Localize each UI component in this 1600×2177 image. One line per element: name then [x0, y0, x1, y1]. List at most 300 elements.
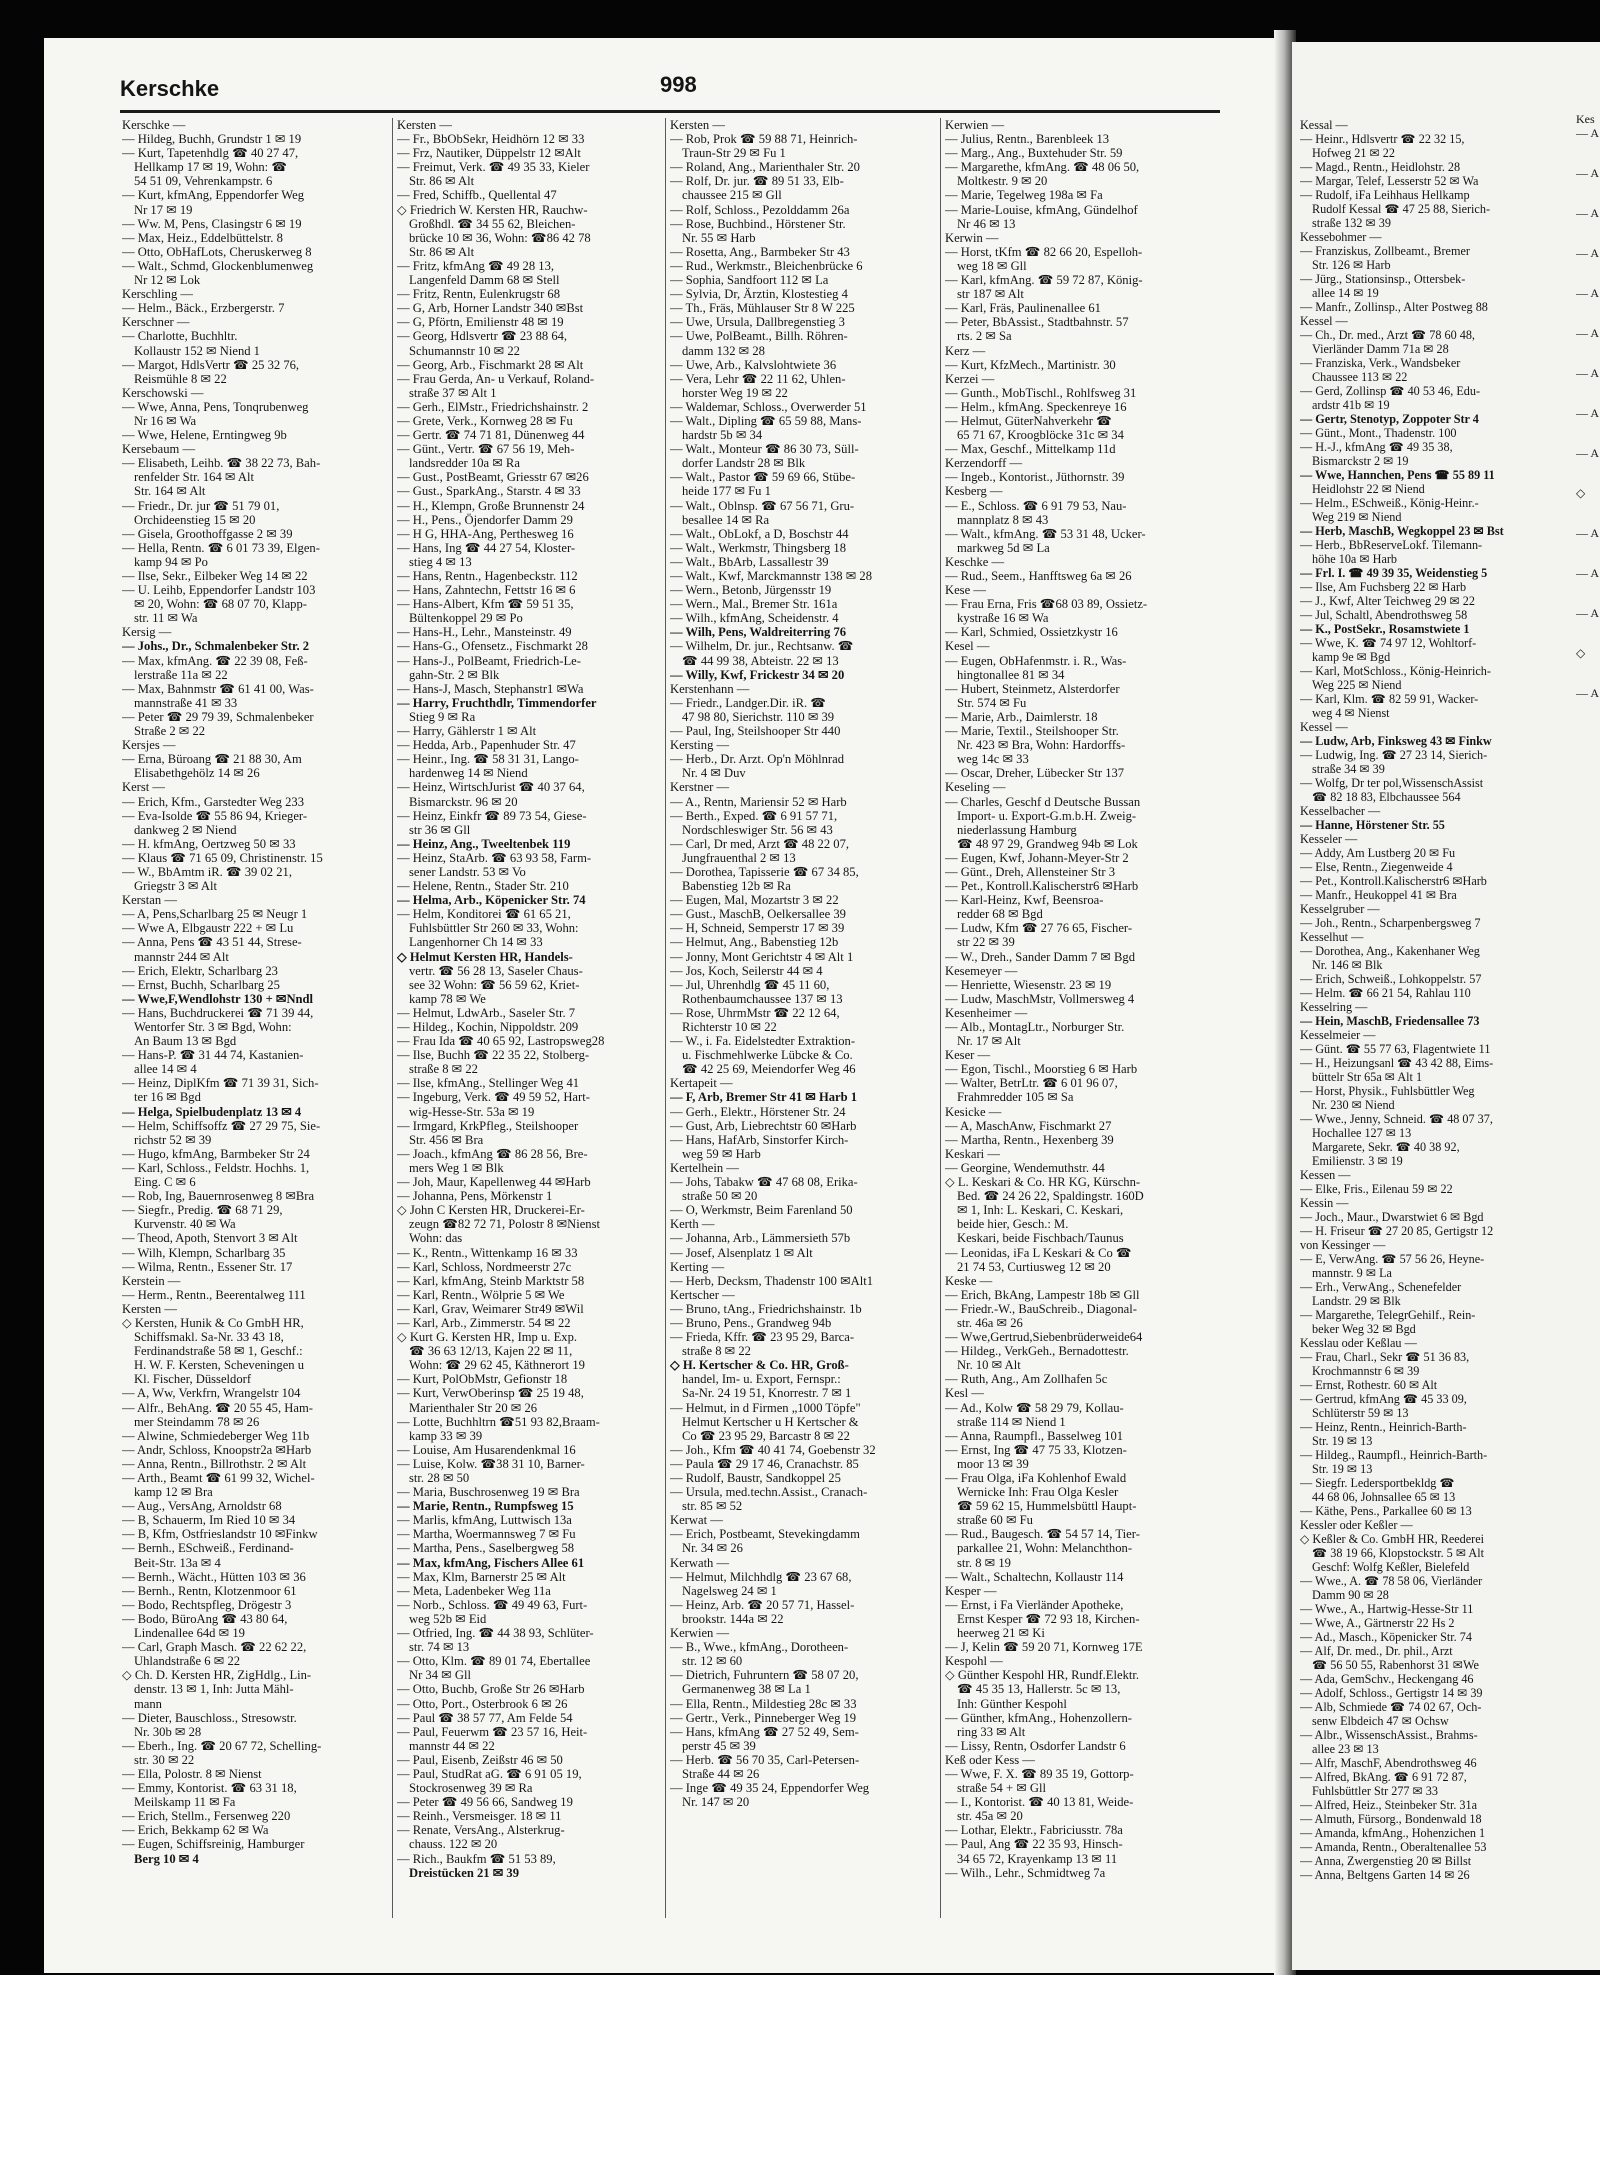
directory-entry: — Alfr, MaschF, Abendrothsweg 46 [1300, 1756, 1477, 1770]
directory-entry: Berg 10 ✉ 4 [134, 1851, 199, 1866]
directory-entry: Kespohl — [945, 1654, 1003, 1669]
directory-entry: Keseling — [945, 780, 1006, 795]
directory-entry: — Wwe, K. ☎ 74 97 12, Wohltorf- [1300, 636, 1477, 650]
directory-entry: senw Elbdeich 47 ✉ Ochsw [1312, 1714, 1449, 1728]
directory-entry: straße 132 ✉ 39 [1312, 216, 1391, 230]
directory-entry: str. 74 ✉ 13 [409, 1640, 470, 1655]
directory-entry: Hofweg 21 ✉ 22 [1312, 146, 1395, 160]
directory-entry: Elisabethgehölz 14 ✉ 26 [134, 766, 260, 781]
directory-entry: — Paula ☎ 29 17 46, Cranachstr. 85 [670, 1456, 859, 1471]
directory-entry: str 22 ✉ 39 [957, 935, 1015, 950]
directory-entry: wig-Hesse-Str. 53a ✉ 19 [409, 1104, 535, 1119]
directory-entry: denstr. 13 ✉ 1, Inh: Jutta Mähl- [134, 1682, 294, 1697]
directory-entry: Bültenkoppel 29 ✉ Po [409, 611, 523, 626]
directory-entry: ☎ 36 63 12/13, Kajen 22 ✉ 11, [409, 1344, 573, 1359]
directory-entry: — Bruno, tAng., Friedrichshainstr. 1b [670, 1301, 862, 1316]
directory-entry: — H.-J., kfmAng ☎ 49 35 38, [1300, 440, 1453, 454]
directory-entry: — Heinr., Ing. ☎ 58 31 31, Lango- [397, 752, 579, 767]
directory-entry: — Anna, Rentn., Billrothstr. 2 ✉ Alt [122, 1456, 307, 1471]
directory-entry: Ernst Kesper ☎ 72 93 18, Kirchen- [957, 1611, 1140, 1626]
directory-entry: — A., Rentn, Mariensir 52 ✉ Harb [670, 794, 847, 809]
directory-entry: — Frieda, Kffr. ☎ 23 95 29, Barca- [670, 1330, 855, 1345]
directory-entry: — Gertrud, kfmAng ☎ 45 33 09, [1300, 1392, 1467, 1406]
directory-entry: — Herb., BbReserveLokf. Tilemann- [1300, 538, 1483, 552]
directory-entry: — Frau Gerda, An- u Verkauf, Roland- [397, 371, 595, 386]
directory-entry: gahn-Str. 2 ✉ Blk [409, 667, 500, 682]
directory-entry: — Alfr., BehAng. ☎ 20 55 45, Ham- [122, 1400, 313, 1415]
directory-entry: — U. Leihb, Eppendorfer Landstr 103 [122, 583, 316, 598]
directory-entry: markweg 5d ✉ La [957, 540, 1050, 555]
directory-entry: Str. 86 ✉ Alt [409, 174, 475, 189]
directory-entry: Kesper — [945, 1583, 997, 1598]
directory-entry: — Gerh., ElMstr., Friedrichshainstr. 2 [397, 399, 589, 414]
directory-entry: — Gust, Arb, Liebrechtstr 60 ✉Harb [670, 1118, 857, 1133]
directory-entry: Kesseler — [1300, 832, 1358, 846]
directory-entry: Kesemeyer — [945, 963, 1018, 978]
directory-entry: Keskari — [945, 1146, 1000, 1161]
directory-entry: — Wilh., kfmAng, Scheidenstr. 4 [670, 611, 839, 626]
directory-entry: — Fred, Schiffb., Quellental 47 [397, 188, 557, 203]
directory-entry: — Joh., Kfm ☎ 40 41 74, Goebenstr 32 [670, 1442, 876, 1457]
directory-entry: Kesl — [945, 1386, 984, 1401]
directory-entry: — Maria, Buschrosenweg 19 ✉ Bra [397, 1485, 580, 1500]
directory-entry: — Ingeb., Kontorist., Jüthornstr. 39 [945, 470, 1125, 485]
directory-entry: — Max, Geschf., Mittelkamp 11d [945, 442, 1116, 457]
directory-entry: — Herb, Decksm, Thadenstr 100 ✉Alt1 [670, 1273, 874, 1288]
directory-entry: — Anna, Zwergenstieg 20 ✉ Billst [1300, 1854, 1472, 1868]
directory-entry: — Hubert, Steinmetz, Alsterdorfer [945, 681, 1120, 696]
directory-entry: — Rob, Ing, Bauernrosenweg 8 ✉Bra [122, 1189, 315, 1204]
directory-entry: Nagelsweg 24 ✉ 1 [682, 1583, 777, 1598]
directory-entry: — E., Schloss. ☎ 6 91 79 53, Nau- [945, 498, 1127, 513]
directory-entry: Kersting — [670, 738, 730, 753]
directory-entry: — Otto, ObHafLots, Cheruskerweg 8 [122, 244, 312, 259]
directory-entry: — Erich, Postbeamt, Stevekingdamm [670, 1527, 860, 1542]
directory-entry: kamp 33 ✉ 39 [409, 1428, 483, 1443]
directory-entry: 21 74 53, Curtiusweg 12 ✉ 20 [957, 1259, 1111, 1274]
directory-entry: Keß oder Kess — [945, 1752, 1035, 1767]
directory-entry: kamp 94 ✉ Po [134, 554, 208, 569]
directory-entry: — Alf, Dr. med., Dr. phil., Arzt [1300, 1644, 1453, 1658]
directory-entry: — Helm., Bäck., Erzbergerstr. 7 [122, 301, 285, 316]
directory-entry: — Heinz, Arb. ☎ 20 57 71, Hassel- [670, 1597, 855, 1612]
edge-fragment: — A [1576, 526, 1600, 540]
directory-entry: Keske — [945, 1273, 993, 1288]
directory-entry: Frahmredder 105 ✉ Sa [957, 1090, 1074, 1105]
directory-entry: kystraße 16 ✉ Wa [957, 611, 1049, 626]
directory-entry: — Alfred, Heiz., Steinbeker Str. 31a [1300, 1798, 1478, 1812]
directory-entry: — Max, Heiz., Eddelbüttelstr. 8 [122, 230, 283, 245]
directory-entry: — Max, Bahnmstr ☎ 61 41 00, Was- [122, 681, 314, 696]
directory-entry: — Walt., Schaltechn, Kollaustr 114 [945, 1569, 1124, 1584]
directory-entry: — Dorothea, Ang., Kakenhaner Weg [1300, 944, 1480, 958]
directory-entry: renfelder Str. 164 ✉ Alt [134, 470, 255, 485]
directory-entry: — Sylvia, Dr, Ärztin, Klostestieg 4 [670, 287, 848, 302]
directory-entry: heide 177 ✉ Fu 1 [682, 484, 771, 499]
directory-entry: — Anna, Pens ☎ 43 51 44, Strese- [122, 935, 302, 950]
directory-entry: — Wwe, Helene, Erntingweg 9b [122, 428, 287, 443]
directory-entry: — Hildeg, Buchh, Grundstr 1 ✉ 19 [122, 132, 302, 147]
directory-entry: — Horst, tKfm ☎ 82 66 20, Espelloh- [945, 244, 1143, 259]
directory-entry: Eing. C ✉ 6 [134, 1175, 196, 1190]
directory-entry: dorfer Landstr 28 ✉ Blk [682, 456, 806, 471]
right-edge-fragments [1576, 112, 1600, 726]
directory-entry: — Heinz, WirtschJurist ☎ 40 37 64, [397, 780, 585, 795]
directory-entry: str 36 ✉ Gll [409, 822, 471, 837]
directory-entry: — I., Kontorist. ☎ 40 13 81, Weide- [945, 1795, 1134, 1810]
directory-entry: dankweg 2 ✉ Niend [134, 822, 237, 837]
directory-entry: Fuhlsbüttler Str 277 ✉ 33 [1312, 1784, 1438, 1798]
directory-entry: ◇ Kersten, Hunik & Co GmbH HR, [122, 1315, 304, 1330]
directory-entry: — Karl, Fräs, Paulinenallee 61 [945, 301, 1101, 316]
directory-entry: Kesel — [945, 639, 990, 654]
directory-entry: — Georg, Arb., Fischmarkt 28 ✉ Alt [397, 357, 584, 372]
directory-entry: Nr. 30b ✉ 28 [134, 1724, 202, 1739]
directory-entry: Margarete, Sekr. ☎ 40 38 92, [1312, 1140, 1460, 1154]
directory-entry: Kesberg — [945, 484, 1003, 499]
directory-entry: str 187 ✉ Alt [957, 287, 1024, 302]
directory-entry: Kesselring — [1300, 1000, 1368, 1014]
directory-entry: — Wwe., A. ☎ 78 58 06, Vierländer [1300, 1574, 1483, 1588]
directory-entry: brücke 10 ✉ 36, Wohn: ☎86 42 78 [409, 230, 591, 245]
directory-entry: — E, VerwAng. ☎ 57 56 26, Heyne- [1300, 1252, 1485, 1266]
directory-entry: — Karl, Schloss., Feldstr. Hochhs. 1, [122, 1160, 310, 1175]
directory-entry: — Joh., Rentn., Scharpenbergsweg 7 [1300, 916, 1481, 930]
directory-entry: — Gertr, Stenotyp, Zoppoter Str 4 [1300, 412, 1479, 426]
directory-entry: str. 12 ✉ 60 [682, 1654, 743, 1669]
directory-entry: — Johs., Dr., Schmalenbeker Str. 2 [122, 639, 310, 654]
directory-entry: Kesicke — [945, 1104, 1002, 1119]
directory-entry: — F, Arb, Bremer Str 41 ✉ Harb 1 [670, 1090, 858, 1105]
directory-column-1 [122, 118, 377, 1866]
directory-entry: — Otto, Buchb, Große Str 26 ✉Harb [397, 1682, 585, 1697]
directory-entry: — Karl, Arb., Zimmerstr. 54 ✉ 22 [397, 1315, 571, 1330]
directory-entry: — Kurt, Tapetenhdlg ☎ 40 27 47, [122, 146, 299, 161]
directory-entry: — Friedr.-W., BauSchreib., Diagonal- [945, 1301, 1137, 1316]
directory-entry: — Hans, HafArb, Sinstorfer Kirch- [670, 1132, 849, 1147]
directory-entry: Kesselgruber — [1300, 902, 1380, 916]
directory-entry: Nordschleswiger Str. 56 ✉ 43 [682, 822, 833, 837]
directory-entry: Kessen — [1300, 1168, 1351, 1182]
directory-entry: — Sophia, Sandfoort 112 ✉ La [670, 273, 829, 288]
edge-fragment: — A [1576, 326, 1600, 340]
directory-entry: — Fr., BbObSekr, Heidhörn 12 ✉ 33 [397, 132, 585, 147]
directory-entry: — Hans, Rentn., Hagenbeckstr. 112 [397, 569, 578, 583]
directory-entry: — Louise, Am Husarendenkmal 16 [397, 1442, 576, 1457]
directory-entry: Kerwin — [945, 230, 999, 245]
directory-entry: mannstr 44 ✉ 22 [409, 1738, 495, 1753]
directory-entry: Kersten — [397, 118, 452, 132]
directory-entry: — Jul, Schaltl, Abendrothsweg 58 [1300, 608, 1468, 622]
directory-entry: — Hans-H., Lehr., Mansteinstr. 49 [397, 625, 572, 640]
directory-entry: — Frl. I. ☎ 49 39 35, Weidenstieg 5 [1300, 566, 1488, 580]
directory-entry: Stockrosenweg 39 ✉ Ra [409, 1781, 533, 1796]
directory-entry: ✉ 1, Inh: L. Keskari, C. Keskari, [957, 1203, 1124, 1218]
directory-entry: — Günt., Dreh, Allensteiner Str 3 [945, 864, 1115, 879]
directory-entry: — Ad., Masch., Köpenicker Str. 74 [1300, 1630, 1472, 1644]
directory-entry: — Wilma, Rentn., Essener Str. 17 [122, 1259, 293, 1274]
directory-entry: — Marie-Louise, kfmAng, Gündelhof [945, 202, 1138, 217]
directory-entry: — Walt., BbArb, Lassallestr 39 [670, 554, 829, 569]
directory-entry: — Paul ☎ 38 57 77, Am Felde 54 [397, 1710, 573, 1725]
directory-entry: — Walt., Werkmstr, Thingsberg 18 [670, 540, 846, 555]
directory-entry: Kerting — [670, 1259, 725, 1274]
directory-entry: richstr 52 ✉ 39 [134, 1132, 212, 1147]
directory-entry: — Karl, Rentn., Wölprie 5 ✉ We [397, 1287, 565, 1302]
directory-entry: moor 13 ✉ 39 [957, 1456, 1029, 1471]
directory-entry: — Adolf, Schloss., Gertigstr 14 ✉ 39 [1300, 1686, 1483, 1700]
directory-entry: Kerzendorff — [945, 456, 1023, 471]
directory-entry: hardenweg 14 ✉ Niend [409, 766, 528, 781]
directory-entry: — Ada, GemSchv., Heckengang 46 [1300, 1672, 1474, 1686]
directory-entry: — Gerd, Zollinsp ☎ 40 53 46, Edu- [1300, 384, 1481, 398]
directory-entry: — Marie, Tegelweg 198a ✉ Fa [945, 188, 1103, 203]
directory-entry: — Erich, Bekkamp 62 ✉ Wa [122, 1823, 269, 1838]
directory-entry: Geschf: Wolfg Keßler, Bielefeld [1312, 1560, 1470, 1574]
directory-entry: vertr. ☎ 56 28 13, Saseler Chaus- [409, 963, 583, 978]
directory-entry: — Jürg., Stationsinsp., Ottersbek- [1300, 272, 1466, 286]
directory-entry: Str. 456 ✉ Bra [409, 1132, 484, 1147]
directory-entry: mannstr. 9 ✉ La [1312, 1266, 1392, 1280]
directory-entry: — Bernh., Wächt., Hütten 103 ✉ 36 [122, 1569, 306, 1584]
directory-entry: — Hans-G., Ofensetz., Fischmarkt 28 [397, 639, 588, 654]
directory-entry: — Martha, Rentn., Hexenberg 39 [945, 1132, 1114, 1147]
directory-entry: — Herm., Rentn., Beerentalweg 111 [122, 1287, 306, 1302]
directory-entry: — Rud., Baugesch. ☎ 54 57 14, Tier- [945, 1527, 1140, 1542]
directory-entry: Nr. 4 ✉ Duv [682, 766, 746, 781]
directory-entry: Weg 225 ✉ Niend [1312, 678, 1402, 692]
directory-entry: Rothenbaumchaussee 137 ✉ 13 [682, 991, 843, 1006]
directory-entry: str. 30 ✉ 22 [134, 1752, 195, 1767]
directory-entry: — Helmut, LdwArb., Saseler Str. 7 [397, 1005, 576, 1020]
directory-entry: — Paul, Ang ☎ 22 35 93, Hinsch- [945, 1837, 1123, 1852]
directory-entry: — Wwe, A., Gärtnerstr 22 Hs 2 [1300, 1616, 1455, 1630]
directory-entry: — Leonidas, iFa L Keskari & Co ☎ [945, 1245, 1132, 1260]
directory-entry: — Ludw, MaschMstr, Vollmersweg 4 [945, 991, 1135, 1006]
directory-entry: — Jos, Koch, Seilerstr 44 ✉ 4 [670, 963, 823, 978]
directory-entry: allee 14 ✉ 4 [134, 1062, 197, 1077]
directory-entry: — Gust., MaschB, Oelkersallee 39 [670, 907, 846, 922]
directory-entry: — Helma, Arb., Köpenicker Str. 74 [397, 893, 586, 908]
directory-entry: — Aug., VersAng, Arnoldstr 68 [122, 1499, 282, 1514]
directory-entry: Kessel — [1300, 720, 1348, 734]
directory-entry: Beit-Str. 13a ✉ 4 [134, 1555, 221, 1570]
directory-entry: 34 65 72, Krayenkamp 13 ✉ 11 [957, 1851, 1118, 1866]
directory-entry: — Uwe, Ursula, Dallbregenstieg 3 [670, 315, 845, 330]
directory-entry: Uhlandstraße 6 ✉ 22 [134, 1654, 241, 1669]
directory-entry: — Eugen, Kwf, Johann-Meyer-Str 2 [945, 850, 1129, 865]
edge-fragment: — A [1576, 606, 1600, 620]
directory-entry: Kersten — [670, 118, 725, 132]
edge-fragment: — A [1576, 686, 1600, 700]
directory-entry: Str. 19 ✉ 13 [1312, 1434, 1373, 1448]
directory-entry: Moltkestr. 9 ✉ 20 [957, 174, 1048, 189]
edge-fragment: — A [1576, 126, 1600, 140]
directory-entry: landsredder 10a ✉ Ra [409, 456, 520, 471]
directory-entry: Schumannstr 10 ✉ 22 [409, 343, 520, 358]
directory-entry: Kerth — [670, 1217, 715, 1232]
directory-entry: Keser — [945, 1048, 991, 1063]
directory-entry: — Günt., Vertr. ☎ 67 56 19, Meh- [397, 442, 575, 457]
directory-entry: weg 14c ✉ 33 [957, 752, 1029, 767]
directory-entry: besallee 14 ✉ Ra [682, 512, 770, 527]
directory-entry: — K., PostSekr., Rosamstwiete 1 [1300, 622, 1470, 636]
directory-entry: Inh: Günther Kespohl [957, 1696, 1067, 1711]
directory-entry: — Peter ☎ 29 79 39, Schmalenbeker [122, 709, 314, 724]
directory-entry: — Charles, Geschf d Deutsche Bussan [945, 794, 1141, 809]
directory-entry: — H, Schneid, Semperstr 17 ✉ 39 [670, 921, 845, 936]
directory-entry: hingtonallee 81 ✉ 34 [957, 667, 1065, 682]
directory-entry: Keskari, beide Fischbach/Taunus [957, 1231, 1124, 1246]
directory-entry: Kessal — [1300, 118, 1348, 132]
directory-entry: Str. 19 ✉ 13 [1312, 1462, 1373, 1476]
directory-entry: Wentorfer Str. 3 ✉ Bgd, Wohn: [134, 1020, 292, 1034]
directory-entry: — Gisela, Groothoffgasse 2 ✉ 39 [122, 526, 293, 541]
directory-entry: Krochmannstr 6 ✉ 39 [1312, 1364, 1420, 1378]
directory-entry: Kertapeit — [670, 1076, 733, 1091]
edge-fragment: — A [1576, 446, 1600, 460]
directory-entry: Kerschner — [122, 315, 190, 330]
directory-entry: — Rolf, Dr. jur. ☎ 89 51 33, Elb- [670, 174, 844, 189]
directory-entry: — Joach., kfmAng ☎ 86 28 56, Bre- [397, 1146, 588, 1161]
directory-entry: Kertscher — [670, 1287, 735, 1302]
edge-fragment: — A [1576, 566, 1600, 580]
directory-entry: — Otto, Port., Osterbrook 6 ✉ 26 [397, 1696, 568, 1711]
directory-entry: — W., Dreh., Sander Damm 7 ✉ Bgd [945, 949, 1135, 964]
directory-entry: Kerwien — [670, 1626, 730, 1641]
directory-entry: — Willy, Kwf, Frickestr 34 ✉ 20 [670, 667, 845, 682]
directory-entry: ◇ L. Keskari & Co. HR KG, Kürschn- [945, 1175, 1141, 1190]
directory-entry: — Martha, Pens., Saselbergweg 58 [397, 1541, 575, 1556]
header-name: Kerschke [120, 76, 220, 101]
directory-entry: — Anna, Beltgens Garten 14 ✉ 26 [1300, 1868, 1470, 1882]
directory-entry: — Marie, Arb., Daimlerstr. 18 [945, 709, 1098, 724]
directory-entry: — Helmut, Milchhdlg ☎ 23 67 68, [670, 1569, 852, 1584]
directory-entry: — Rud., Seem., Hanfftsweg 6a ✉ 26 [945, 569, 1132, 583]
directory-entry: — Lotte, Buchhltrn ☎51 93 82,Braam- [397, 1414, 600, 1429]
directory-entry: Nr 12 ✉ Lok [134, 273, 201, 288]
directory-entry: Stieg 9 ✉ Ra [409, 709, 476, 724]
directory-entry: 47 98 80, Sierichstr. 110 ✉ 39 [682, 709, 835, 724]
directory-entry: — Freimut, Verk. ☎ 49 35 33, Kieler [397, 160, 590, 175]
directory-entry: — Günt. ☎ 55 77 63, Flagentwiete 11 [1300, 1042, 1491, 1056]
directory-entry: — Horst, Physik., Fuhlsbüttler Weg [1300, 1084, 1475, 1098]
directory-entry: — Günt., Mont., Thadenstr. 100 [1300, 426, 1457, 440]
directory-entry: — Harry, Gählerstr 1 ✉ Alt [397, 724, 537, 739]
directory-entry: horster Weg 19 ✉ 22 [682, 385, 788, 400]
directory-entry: — Wwe., Jenny, Schneid. ☎ 48 07 37, [1300, 1112, 1493, 1126]
directory-entry: — Max, kfmAng, Fischers Allee 61 [397, 1555, 585, 1570]
directory-entry: Straße 2 ✉ 22 [134, 724, 206, 739]
directory-entry: — Karl, Schloss, Nordmeerstr 27c [397, 1259, 572, 1274]
directory-entry: — Gunth., MobTischl., Rohlfsweg 31 [945, 385, 1137, 400]
directory-entry: — Ww. M, Pens, Clasingstr 6 ✉ 19 [122, 216, 302, 231]
directory-entry: — Ludwig, Ing. ☎ 27 23 14, Sierich- [1300, 748, 1488, 762]
directory-entry: — Ilse, Sekr., Eilbeker Weg 14 ✉ 22 [122, 569, 308, 583]
directory-entry: Wohn: ☎ 29 62 45, Käthnerort 19 [409, 1358, 585, 1373]
directory-entry: Straße 44 ✉ 26 [682, 1766, 760, 1781]
directory-entry: — Karl, Grav, Weimarer Str49 ✉Wil [397, 1301, 584, 1316]
directory-entry: Kessebohmer — [1300, 230, 1382, 244]
directory-entry: — Helmut, Ang., Babenstieg 12b [670, 935, 839, 950]
edge-fragment: ◇ [1576, 646, 1586, 660]
directory-entry: ☎ 38 19 66, Klopstockstr. 5 ✉ Alt [1312, 1546, 1484, 1560]
directory-entry: — K., Rentn., Wittenkamp 16 ✉ 33 [397, 1245, 578, 1260]
directory-entry: — Kurt, VerwOberinsp ☎ 25 19 48, [397, 1386, 584, 1401]
directory-entry: — Heinz, Rentn., Heinrich-Barth- [1300, 1420, 1467, 1434]
directory-entry: Str. 574 ✉ Fu [957, 695, 1027, 710]
directory-entry: Helmut Kertscher u H Kertscher & [682, 1414, 859, 1429]
directory-entry: — Eugen, Schiffsreinig, Hamburger [122, 1837, 305, 1852]
directory-entry: — Eugen, Mal, Mozartstr 3 ✉ 22 [670, 893, 839, 908]
directory-entry: Kertelhein — [670, 1160, 739, 1175]
directory-entry: Kerstan — [122, 893, 177, 908]
directory-entry: — Joh, Maur, Kapellenweg 44 ✉Harb [397, 1175, 591, 1190]
directory-entry: Nr 34 ✉ Gll [409, 1668, 471, 1683]
directory-entry: — Siegfr., Predig. ☎ 68 71 29, [122, 1203, 283, 1218]
directory-entry: — Alb., MontagLtr., Norburger Str. [945, 1020, 1125, 1034]
directory-entry: — Hugo, kfmAng, Barmbeker Str 24 [122, 1146, 310, 1161]
directory-entry: — Manfr., Zollinsp., Alter Postweg 88 [1300, 300, 1488, 314]
directory-entry: — Wwe., A., Hartwig-Hesse-Str 11 [1300, 1602, 1474, 1616]
directory-entry: chauss. 122 ✉ 20 [409, 1837, 498, 1852]
directory-entry: — Egon, Tischl., Moorstieg 6 ✉ Harb [945, 1062, 1138, 1077]
directory-entry: Kesselhut — [1300, 930, 1364, 944]
directory-entry: Heidlohstr 22 ✉ Niend [1312, 482, 1425, 496]
directory-entry: see 32 Wohn: ☎ 56 59 62, Kriet- [409, 977, 580, 992]
directory-entry: Kerschke — [122, 118, 186, 132]
directory-entry: hardstr 5b ✉ 34 [682, 428, 763, 443]
directory-entry: — Wolfg, Dr ter pol,WissenschAssist [1300, 776, 1484, 790]
directory-entry: — Walt., Kwf, Marckmannstr 138 ✉ 28 [670, 569, 873, 583]
directory-entry: — Rolf, Schloss., Pezolddamm 26a [670, 202, 850, 217]
directory-entry: — Rose, Buchbind., Hörstener Str. [670, 216, 846, 231]
directory-entry: Nr. 147 ✉ 20 [682, 1795, 750, 1810]
directory-entry: straße 60 ✉ Fu [957, 1513, 1033, 1528]
directory-entry: — Erh., VerwAng., Schenefelder [1300, 1280, 1462, 1294]
directory-entry: kamp 12 ✉ Bra [134, 1485, 213, 1500]
directory-entry: Marienthaler Str 20 ✉ 26 [409, 1400, 538, 1415]
directory-entry: — Wern., Betonb, Jürgensstr 19 [670, 583, 832, 598]
directory-entry: — Ernst, Rothestr. 60 ✉ Alt [1300, 1378, 1438, 1392]
directory-column-4 [945, 118, 1200, 1880]
directory-entry: — Elke, Fris., Eilenau 59 ✉ 22 [1300, 1182, 1453, 1196]
directory-entry: — Marlis, kfmAng, Luttwisch 13a [397, 1513, 572, 1528]
directory-entry: — Jul, Uhrenhdlg ☎ 45 11 60, [670, 977, 830, 992]
directory-entry: — Karl, kfmAng. ☎ 59 72 87, König- [945, 273, 1143, 288]
directory-entry: Emilienstr. 3 ✉ 19 [1312, 1154, 1403, 1168]
directory-entry: — Ilse, Am Fuchsberg 22 ✉ Harb [1300, 580, 1467, 594]
directory-entry: Großhdl. ☎ 34 55 62, Bleichen- [409, 216, 576, 231]
directory-entry: höhe 10a ✉ Harb [1312, 552, 1398, 566]
directory-entry: — Uwe, PolBeamt., Billh. Röhren- [670, 329, 848, 344]
directory-entry: Kerwien — [945, 118, 1005, 132]
directory-entry: ✉ 20, Wohn: ☎ 68 07 70, Klapp- [134, 597, 307, 612]
directory-entry: — Paul, StudRat aG. ☎ 6 91 05 19, [397, 1766, 582, 1781]
directory-entry: — Hans, Buchdruckerei ☎ 71 39 44, [122, 1005, 314, 1020]
directory-entry: 65 71 67, Kroogblöcke 31c ✉ 34 [957, 428, 1124, 443]
directory-entry: — Eva-Isolde ☎ 55 86 94, Krieger- [122, 808, 308, 823]
directory-entry: redder 68 ✉ Bgd [957, 907, 1043, 922]
directory-entry: — Georg, Hdlsvertr ☎ 23 88 64, [397, 329, 568, 344]
directory-entry: — Arth., Beamt ☎ 61 99 32, Wichel- [122, 1471, 315, 1485]
directory-entry: Kl. Fischer, Düsseldorf [134, 1372, 252, 1387]
directory-entry: — Hans, Ing ☎ 44 27 54, Kloster- [397, 540, 576, 555]
directory-entry: — Gertr. ☎ 74 71 81, Dünenweg 44 [397, 428, 585, 443]
directory-entry: — Hanne, Hörstener Str. 55 [1300, 818, 1445, 832]
directory-entry: allee 23 ✉ 13 [1312, 1742, 1379, 1756]
directory-entry: — Gust., SparkAng., Starstr. 4 ✉ 33 [397, 484, 581, 499]
